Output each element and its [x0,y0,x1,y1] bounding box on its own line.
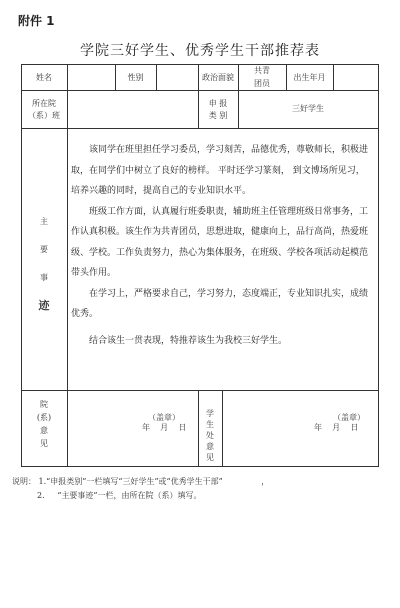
department-opinion-label [21,398,67,450]
attachment-label: 附件 1 [18,14,55,28]
dept-opinion-char: 院 [40,400,48,409]
department-label-line2: （系）班 [28,111,60,120]
apply-type-line1: 申 报 [208,99,228,108]
name-label: 姓名 [36,73,52,82]
apply-type-value: 三好学生 [292,104,324,113]
row1-divider [333,64,334,90]
student-affairs-char: 生 [206,420,214,429]
note-line-1 [12,476,269,487]
note-prefix: 说明： [12,477,36,486]
dept-opinion-char: 见 [40,439,48,448]
student-affairs-opinion-label [198,408,222,463]
table-border-top [21,64,379,65]
table-border-bottom [21,466,379,467]
student-affairs-char: 学 [206,409,214,418]
student-affairs-date: 年 月 日 [314,423,359,432]
row1-divider [67,64,68,90]
table-divider-deeds [21,390,379,391]
deeds-label-char: 事 [40,273,48,282]
apply-type-line2: 类 别 [208,111,228,120]
note-1-tail: ， [261,477,270,486]
birth-date-label: 出生年月 [293,73,326,82]
department-date: 年 月 日 [142,423,187,432]
department-class-label [21,98,67,122]
table-divider-row2 [21,128,379,129]
student-affairs-char: 意 [206,442,214,451]
deeds-paragraph: 该同学在班里担任学习委员，学习刻苦，品德优秀，尊敬师长，积极进取，在同学们中树立了良好的榜样。 平时还学习篆刻， 到文博场所见习，培养兴趣的同时，提高自己的专业知识水平。 [71,145,369,196]
table-border-right [378,64,379,466]
deeds-paragraph: 结合该生一贯表现，特推荐该生为我校三好学生。 [89,335,288,346]
approval-divider [222,390,223,466]
note-line-2: 2. “主要事迹”一栏，由所在院（系）填写。 [37,491,202,500]
main-deeds-text [71,140,371,351]
apply-type-label [198,98,238,122]
deeds-paragraph: 在学习上，严格要求自己，学习努力，态度端正，专业知识扎实，成绩优秀。 [71,288,369,319]
row1-divider [238,64,239,90]
dept-opinion-char: 意 [40,426,48,435]
dept-opinion-char: (系) [36,413,52,422]
department-label-line1: 所在院 [32,99,56,108]
note-1-text: 1.“申报类别”一栏填写“三好学生”或“优秀学生干部” [38,477,223,486]
deeds-label-char: 主 [40,217,48,226]
politics-label: 政治面貌 [202,73,234,82]
department-stamp: （盖章） [148,413,180,422]
student-affairs-char: 处 [206,431,214,440]
form-title: 学院三好学生、优秀学生干部推荐表 [80,43,320,59]
gender-label: 性别 [127,73,144,82]
deeds-paragraph: 班级工作方面，认真履行班委职责，辅助班主任管理班级日常事务，工作认真积极。该生作为共青团员，思想进取，健康向上，品行高尚，热爱班级、学校。工作负责努力，热心为集体服务，在班级、学校各项活动起模范带头作用。 [71,206,369,278]
table-divider-row1 [21,90,379,91]
row1-divider [156,64,157,90]
main-deeds-label [21,208,67,320]
deeds-label-char: 要 [40,245,48,254]
league-member-label: 共青团员 [254,66,270,88]
deeds-label-char: 迹 [38,299,50,312]
student-affairs-stamp: （盖章） [333,413,365,422]
student-affairs-char: 见 [206,453,214,462]
row2-divider [238,90,239,128]
table-label-column-divider [67,90,68,466]
